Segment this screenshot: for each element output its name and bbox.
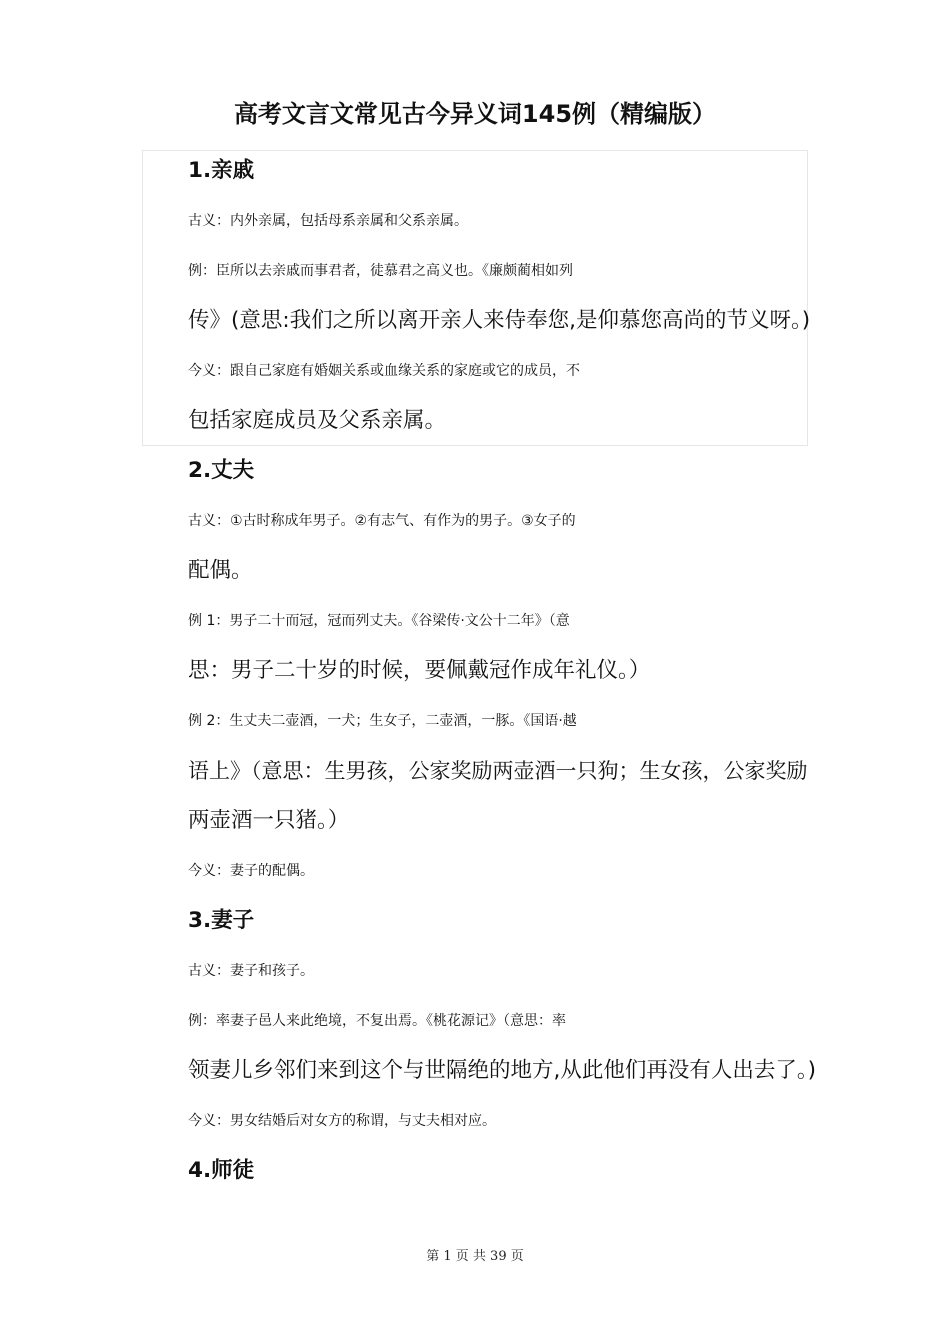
- paragraph-line: 传》(意思:我们之所以离开亲人来侍奉您,是仰慕您高尚的节义呀。): [188, 308, 811, 333]
- entry-heading: 1.亲戚: [188, 158, 255, 183]
- entry-section: [144, 446, 820, 896]
- paragraph-line: 古义：妻子和孩子。: [188, 963, 314, 979]
- paragraph-line: 今义：跟自己家庭有婚姻关系或血缘关系的家庭或它的成员，不: [188, 363, 580, 379]
- paragraph-line: 例：率妻子邑人来此绝境，不复出焉。《桃花源记》（意思：率: [188, 1013, 566, 1029]
- entry-paragraph: [144, 846, 820, 896]
- paragraph-line: 思：男子二十岁的时候，要佩戴冠作成年礼仪。）: [188, 658, 651, 683]
- paragraph-line: 古义：①古时称成年男子。②有志气、有作为的男子。③女子的: [188, 513, 576, 529]
- paragraph-line: 今义：男女结婚后对女方的称谓，与丈夫相对应。: [188, 1113, 496, 1129]
- document-title: 高考文言文常见古今异义词145例（精编版）: [233, 100, 717, 128]
- entry-heading: 3.妻子: [188, 908, 255, 933]
- paragraph-line: 例 2：生丈夫二壶酒，一犬；生女子，二壶酒，一豚。《国语·越: [188, 713, 577, 729]
- paragraph-line: 例 1：男子二十而冠，冠而列丈夫。《谷梁传·文公十二年》（意: [188, 613, 570, 629]
- entry-heading: 2.丈夫: [188, 458, 255, 483]
- paragraph-line: 例：臣所以去亲戚而事君者，徒慕君之高义也。《廉颇蔺相如列: [188, 263, 573, 279]
- entry-heading: 4.师徒: [188, 1158, 255, 1183]
- entry-section: [144, 896, 820, 1146]
- document-body: [144, 146, 820, 1196]
- entry-paragraph: [144, 346, 820, 446]
- paragraph-line: 领妻儿乡邻们来到这个与世隔绝的地方,从此他们再没有人出去了。): [188, 1058, 816, 1083]
- paragraph-line: 配偶。: [188, 558, 253, 583]
- entry-section: [144, 1146, 820, 1196]
- entry-paragraph: [144, 246, 820, 346]
- entry-paragraph: [144, 1096, 820, 1146]
- paragraph-line: 古义：内外亲属，包括母系亲属和父系亲属。: [188, 213, 468, 229]
- page-footer: 第 1 页 共 39 页: [426, 1249, 524, 1264]
- entry-section: [144, 146, 820, 446]
- entry-paragraph: [144, 196, 820, 246]
- entry-paragraph: [144, 946, 820, 996]
- paragraph-line: 两壶酒一只猪。）: [188, 808, 350, 833]
- paragraph-line: 今义：妻子的配偶。: [188, 863, 314, 879]
- paragraph-line: 包括家庭成员及父系亲属。: [188, 408, 447, 433]
- paragraph-line: 语上》（意思：生男孩，公家奖励两壶酒一只狗；生女孩，公家奖励: [188, 759, 808, 783]
- entry-paragraph: [144, 696, 820, 846]
- entry-paragraph: [144, 496, 820, 596]
- entry-paragraph: [144, 596, 820, 696]
- entry-paragraph: [144, 996, 820, 1096]
